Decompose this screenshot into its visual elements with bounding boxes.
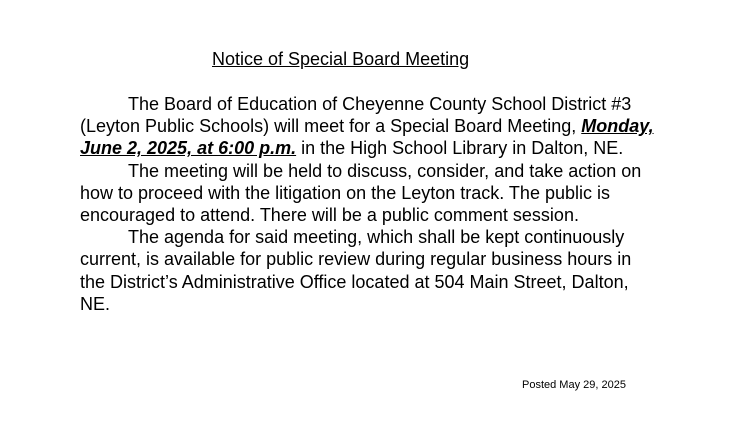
paragraph1-text-after: in the High School Library in Dalton, NE.: [296, 138, 624, 159]
posted-date: Posted May 29, 2025: [522, 379, 626, 391]
paragraph-meeting-purpose: The meeting will be held to discuss, consider, and take action on how to proceed with the litigation on the Leyton track. The public is encouraged to attend. There will be a public comment session.: [80, 160, 642, 226]
paragraph1-text-before: The Board of Education of Cheyenne County School District #3 (Leyton Public Schools) will meet for a Special Board Meeting,: [80, 94, 632, 137]
meeting-date: Monday, June 2, 2025, at 6:00 p.m.: [80, 116, 654, 159]
notice-body: [80, 93, 660, 315]
paragraph-meeting-announcement: [80, 93, 660, 160]
notice-title: Notice of Special Board Meeting: [212, 49, 470, 69]
paragraph-agenda-availability: The agenda for said meeting, which shall be kept continuously current, is available for public review during regular business hours in the District’s Administrative Office located at 504 Main Street, Dalton, NE.: [80, 227, 632, 314]
